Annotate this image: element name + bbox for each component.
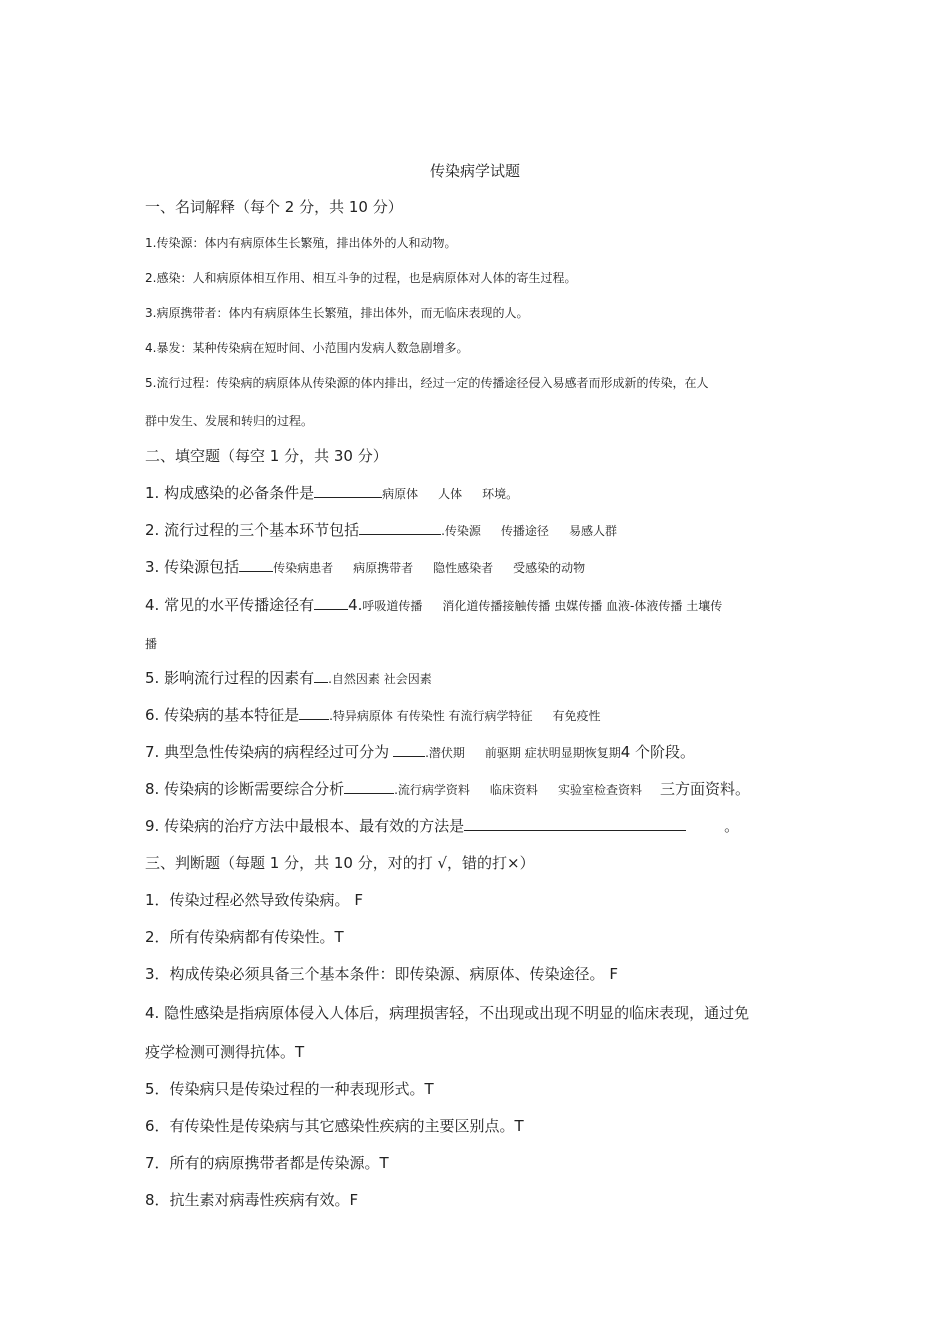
answer-text: .流行病学资料 <box>394 783 470 797</box>
section1-heading: 一、名词解释（每个 2 分，共 10 分） <box>145 198 403 216</box>
answer-text: 实验室检查资料 <box>557 783 642 797</box>
answer-text: 传播途径 <box>500 524 549 538</box>
judgement-item: 2．所有传染病都有传染性。T <box>145 928 344 946</box>
judgement-item: 4. 隐性感染是指病原体侵入人体后，病理损害轻，不出现或出现不明显的临床表现，通过免 <box>145 1004 750 1022</box>
answer-number: 4. <box>348 596 363 614</box>
question-text: 7. 典型急性传染病的病程经过可分为 <box>145 743 390 761</box>
fill-question-8 <box>145 778 750 801</box>
judgement-item: 6．有传染性是传染病与其它感染性疾病的主要区别点。T <box>145 1117 524 1135</box>
judgement-item: 1．传染过程必然导致传染病。 F <box>145 891 363 909</box>
fill-question-6 <box>145 704 601 727</box>
section2-heading: 二、填空题（每空 1 分，共 30 分） <box>145 447 388 465</box>
answer-text: 病原携带者 <box>353 561 414 575</box>
fill-question-1 <box>145 482 518 505</box>
answer-text: 消化道传播接触传播 虫媒传播 血液-体液传播 土壤传 <box>442 599 723 613</box>
answer-blank <box>314 483 382 498</box>
answer-text: 受感染的动物 <box>513 561 586 575</box>
fill-question-4 <box>145 594 722 617</box>
definition-item: 5.流行过程：传染病的病原体从传染源的体内排出，经过一定的传播途径侵入易感者而形成新的传染，在人 <box>145 376 709 390</box>
answer-blank <box>393 742 425 757</box>
answer-text: 有免疫性 <box>552 709 601 723</box>
question-text: 8. 传染病的诊断需要综合分析 <box>145 780 345 798</box>
question-text: 2. 流行过程的三个基本环节包括 <box>145 521 360 539</box>
judgement-item-continued: 疫学检测可测得抗体。T <box>145 1043 305 1061</box>
fill-question-4-continued: 播 <box>145 637 158 651</box>
question-text: 5. 影响流行过程的因素有 <box>145 669 315 687</box>
question-text: 9. 传染病的治疗方法中最根本、最有效的方法是 <box>145 817 465 835</box>
fill-question-7 <box>145 741 695 764</box>
answer-blank <box>299 705 329 720</box>
answer-text: .自然因素 社会因素 <box>328 672 432 686</box>
question-text: 4. 常见的水平传播途径有 <box>145 596 315 614</box>
answer-blank <box>314 668 328 683</box>
answer-text: 前驱期 症状明显期恢复期 <box>484 746 621 760</box>
answer-text: .潜伏期 <box>425 746 465 760</box>
question-text: 1. 构成感染的必备条件是 <box>145 484 315 502</box>
definition-item: 2.感染：人和病原体相互作用、相互斗争的过程，也是病原体对人体的寄生过程。 <box>145 271 577 285</box>
section3-heading: 三、判断题（每题 1 分，共 10 分，对的打 √，错的打×） <box>145 854 535 872</box>
definition-item: 4.暴发：某种传染病在短时间、小范围内发病人数急剧增多。 <box>145 341 469 355</box>
fill-question-5 <box>145 667 432 690</box>
answer-text: 人体 <box>438 487 463 501</box>
answer-blank <box>239 557 273 572</box>
answer-text: 隐性感染者 <box>433 561 494 575</box>
answer-tail: 4 个阶段。 <box>620 743 696 761</box>
question-text: 3. 传染源包括 <box>145 558 240 576</box>
fill-question-3 <box>145 556 585 579</box>
answer-text: .特异病原体 有传染性 有流行病学特征 <box>329 709 533 723</box>
answer-blank <box>344 779 394 794</box>
answer-text: 环境。 <box>482 487 519 501</box>
judgement-item: 5．传染病只是传染过程的一种表现形式。T <box>145 1080 434 1098</box>
question-text: 6. 传染病的基本特征是 <box>145 706 300 724</box>
answer-text: 传染病患者 <box>273 561 334 575</box>
definition-item: 1.传染源：体内有病原体生长繁殖，排出体外的人和动物。 <box>145 236 457 250</box>
answer-blank <box>314 595 348 610</box>
answer-blank <box>464 816 686 831</box>
judgement-item: 3．构成传染必须具备三个基本条件：即传染源、病原体、传染途径。 F <box>145 965 618 983</box>
fill-question-2 <box>145 519 617 542</box>
answer-text: 呼吸道传播 <box>362 599 423 613</box>
answer-text: 易感人群 <box>568 524 617 538</box>
answer-text: .传染源 <box>441 524 481 538</box>
judgement-item: 8．抗生素对病毒性疾病有效。F <box>145 1191 359 1209</box>
answer-text: 病原体 <box>382 487 419 501</box>
answer-blank <box>359 520 441 535</box>
answer-text: 临床资料 <box>489 783 538 797</box>
definition-item-continued: 群中发生、发展和转归的过程。 <box>145 414 314 428</box>
fill-question-9 <box>145 815 739 837</box>
judgement-item: 7．所有的病原携带者都是传染源。T <box>145 1154 389 1172</box>
answer-tail: 。 <box>724 817 740 835</box>
page-title: 传染病学试题 <box>429 162 520 180</box>
answer-tail: 三方面资料。 <box>659 780 750 798</box>
definition-item: 3.病原携带者：体内有病原体生长繁殖，排出体外，而无临床表现的人。 <box>145 306 529 320</box>
